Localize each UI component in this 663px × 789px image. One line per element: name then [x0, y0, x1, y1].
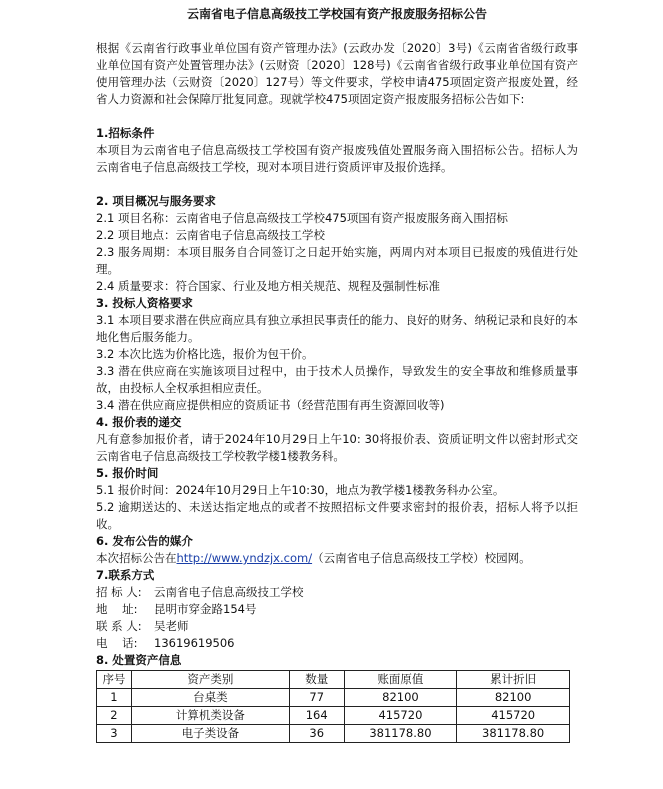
section-item: 2.2 项目地点：云南省电子信息高级技工学校	[96, 228, 325, 242]
column-header: 账面原值	[344, 671, 457, 689]
section-heading: 5. 报价时间	[96, 466, 159, 480]
announcement-body	[96, 6, 578, 743]
section-item: 2.3 服务周期：本项目服务自合同签订之日起开始实施，两周内对本项目已报废的残值进行处理。	[96, 245, 578, 276]
table-cell: 36	[289, 725, 344, 743]
column-header: 累计折旧	[457, 671, 570, 689]
section-6	[96, 533, 578, 567]
section-item: 5.1 报价时间：2024年10月29日上午10:30，地点为教学楼1楼教务科办公室。	[96, 483, 505, 497]
school-website-link[interactable]: http://www.yndzjx.com/	[176, 551, 313, 565]
contact-value: 吴老师	[154, 619, 189, 633]
section-text	[96, 550, 578, 567]
section-text: 凡有意参加报价者，请于2024年10月29日上午10: 30将报价表、资质证明文件以密封形式交云南省电子信息高级技工学校教学楼1楼教务科。	[96, 432, 578, 463]
table-header-row	[97, 671, 570, 689]
table-cell: 82100	[457, 689, 570, 707]
asset-table	[96, 670, 570, 743]
section-heading: 7.联系方式	[96, 568, 155, 582]
contact-row-phone	[96, 635, 578, 652]
section-1	[96, 125, 578, 176]
section-heading: 6. 发布公告的媒介	[96, 534, 193, 548]
table-cell: 415720	[344, 707, 457, 725]
media-suffix: （云南省电子信息高级技工学校）校园网。	[312, 551, 531, 565]
table-row	[97, 725, 570, 743]
contact-value: 云南省电子信息高级技工学校	[154, 585, 304, 599]
table-cell: 1	[97, 689, 132, 707]
table-cell: 3	[97, 725, 132, 743]
section-3	[96, 295, 578, 414]
section-heading: 2. 项目概况与服务要求	[96, 194, 216, 208]
contact-label: 招 标 人:	[96, 585, 142, 599]
media-prefix: 本次招标公告在	[96, 551, 177, 565]
table-cell: 381178.80	[457, 725, 570, 743]
table-cell: 电子类设备	[131, 725, 289, 743]
table-cell: 164	[289, 707, 344, 725]
section-8	[96, 652, 578, 743]
section-heading: 8. 处置资产信息	[96, 653, 182, 667]
section-item: 3.1 本项目要求潜在供应商应具有独立承担民事责任的能力、良好的财务、纳税记录和良好的本地化售后服务能力。	[96, 313, 578, 344]
section-5	[96, 465, 578, 533]
table-cell: 台桌类	[131, 689, 289, 707]
table-cell: 381178.80	[344, 725, 457, 743]
page-title: 云南省电子信息高级技工学校国有资产报废服务招标公告	[186, 7, 487, 21]
table-cell: 82100	[344, 689, 457, 707]
table-cell: 计算机类设备	[131, 707, 289, 725]
section-item: 3.3 潜在供应商在实施该项目过程中，由于技术人员操作，导致发生的安全事故和维修质量事故，由投标人全权承担相应责任。	[96, 364, 578, 395]
table-cell: 77	[289, 689, 344, 707]
section-heading: 3. 投标人资格要求	[96, 296, 193, 310]
column-header: 数量	[289, 671, 344, 689]
section-item: 3.2 本次比选为价格比选，报价为包干价。	[96, 347, 314, 361]
contact-label: 地 址:	[96, 602, 138, 616]
section-item: 2.4 质量要求：符合国家、行业及地方相关规范、规程及强制性标准	[96, 279, 440, 293]
table-row	[97, 689, 570, 707]
section-text: 本项目为云南省电子信息高级技工学校国有资产报废残值处置服务商入围招标公告。招标人为云南省电子信息高级技工学校，现对本项目进行资质评审及报价选择。	[96, 143, 578, 174]
table-row	[97, 707, 570, 725]
table-cell: 415720	[457, 707, 570, 725]
section-heading: 4. 报价表的递交	[96, 415, 182, 429]
contact-value: 13619619506	[154, 636, 235, 650]
column-header: 序号	[97, 671, 132, 689]
section-heading: 1.招标条件	[96, 126, 155, 140]
spacer	[96, 176, 578, 193]
contact-row-address	[96, 601, 578, 618]
section-item: 2.1 项目名称：云南省电子信息高级技工学校475项国有资产报废服务商入围招标	[96, 211, 508, 225]
section-2	[96, 193, 578, 295]
section-4	[96, 414, 578, 465]
contact-value: 昆明市穿金路154号	[154, 602, 257, 616]
spacer	[96, 108, 578, 125]
column-header: 资产类别	[131, 671, 289, 689]
table-cell: 2	[97, 707, 132, 725]
section-item: 3.4 潜在供应商应提供相应的资质证书（经营范围有再生资源回收等)	[96, 398, 445, 412]
intro-paragraph: 根据《云南省行政事业单位国有资产管理办法》(云政办发〔2020〕3号)《云南省省级行政事业单位国有资产处置管理办法》(云财资〔2020〕128号)《云南省省级行政事业单位国有资产使用管理办法（云财资〔2020〕127号）等文件要求，学校申请475项固定资产报废处置，经省人力资源和社会保障厅批复同意。现就学校475项固定资产报废服务招标公告如下:	[96, 41, 578, 106]
contact-row-person	[96, 618, 578, 635]
contact-label: 电 话:	[96, 636, 138, 650]
section-7	[96, 567, 578, 652]
contact-row-tenderer	[96, 584, 578, 601]
section-item: 5.2 逾期送达的、未送达指定地点的或者不按照招标文件要求密封的报价表，招标人将予以拒收。	[96, 500, 578, 531]
contact-label: 联 系 人:	[96, 619, 142, 633]
